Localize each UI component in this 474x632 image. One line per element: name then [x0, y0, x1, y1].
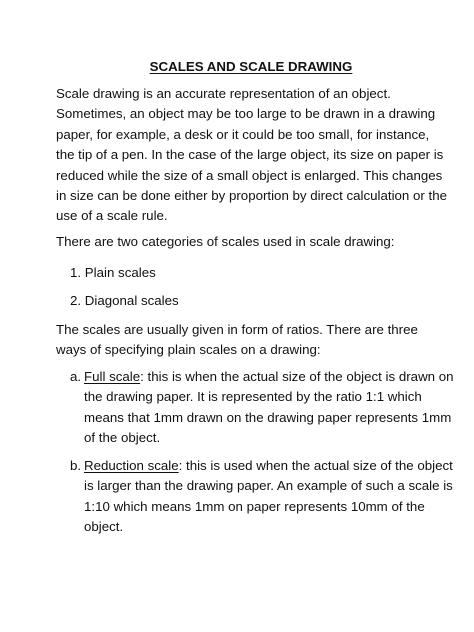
list-letter: b.: [70, 458, 82, 473]
list-number: 2.: [70, 293, 82, 308]
list-item-text: Diagonal scales: [84, 293, 179, 308]
category-list-item: [70, 263, 450, 283]
scale-type-list-item: [70, 367, 460, 449]
list-item-text: Plain scales: [84, 265, 156, 280]
scale-description: : this is when the actual size of the object is drawn on the drawing paper. It is represented by the ratio 1:1 which means that 1mm drawn on the drawing paper represents 1mm of the object.: [84, 369, 454, 446]
scale-description: : this is used when the actual size of the object is larger than the drawing paper. An example of such a scale is 1:10 which means 1mm on paper represents 10mm of the object.: [84, 458, 453, 535]
list-number: 1.: [70, 265, 82, 280]
document-title: SCALES AND SCALE DRAWING: [149, 59, 353, 74]
categories-intro-paragraph: There are two categories of scales used in scale drawing:: [56, 234, 395, 249]
ways-intro-paragraph: The scales are usually given in form of ratios. There are three ways of specifying plain scales on a drawing:: [56, 322, 418, 358]
scale-term: Full scale: [84, 369, 141, 384]
category-list-item: [70, 291, 450, 311]
list-item-content: [84, 456, 460, 538]
list-letter: a.: [70, 369, 82, 384]
list-item-content: [84, 367, 460, 449]
scale-term: Reduction scale: [84, 458, 179, 473]
intro-paragraph: Scale drawing is an accurate representation of an object. Sometimes, an object may be too large to be drawn in a drawing paper, for example, a desk or it could be too small, for instance, the tip of a pen. In the case of the large object, its size on paper is reduced while the size of a small object is enlarged. This changes in size can be done either by proportion by direct calculation or the use of a scale rule.: [56, 86, 448, 224]
scale-type-list-item: [70, 456, 460, 538]
